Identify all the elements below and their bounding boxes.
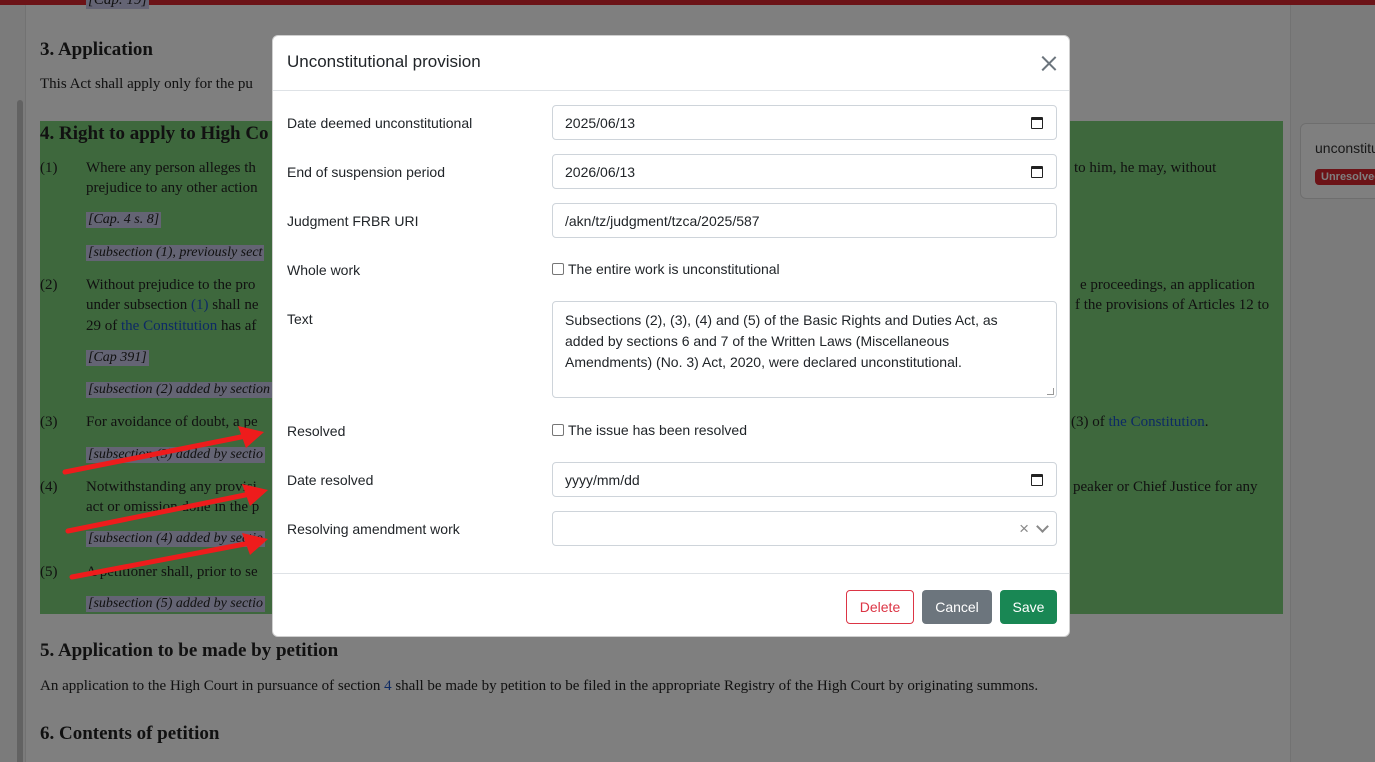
date-resolved-placeholder: yyyy/mm/dd	[565, 472, 640, 488]
clear-icon[interactable]: ×	[1019, 519, 1029, 538]
date-deemed-label: Date deemed unconstitutional	[287, 115, 473, 131]
whole-work-label: Whole work	[287, 262, 361, 278]
frbr-uri-value: /akn/tz/judgment/tzca/2025/587	[565, 213, 760, 229]
resolved-checkbox-box[interactable]	[552, 424, 564, 436]
calendar-icon[interactable]	[1031, 166, 1043, 178]
end-suspension-value: 2026/06/13	[565, 164, 636, 180]
whole-work-checkbox-label[interactable]: The entire work is unconstitutional	[568, 261, 780, 277]
resize-handle[interactable]	[1047, 388, 1054, 395]
date-deemed-value: 2025/06/13	[565, 115, 636, 131]
resolved-checkbox[interactable]	[552, 422, 747, 438]
calendar-icon[interactable]	[1031, 117, 1043, 129]
modal-footer	[273, 573, 1070, 637]
delete-button[interactable]: Delete	[846, 590, 914, 624]
save-button[interactable]: Save	[1000, 590, 1057, 624]
end-suspension-input[interactable]	[552, 154, 1057, 189]
text-line: Amendments) (No. 3) Act, 2020, were declared unconstitutional.	[565, 354, 962, 370]
date-resolved-input[interactable]	[552, 462, 1057, 497]
resolved-label: Resolved	[287, 423, 346, 439]
chevron-down-icon[interactable]	[1036, 520, 1049, 533]
date-deemed-input[interactable]	[552, 105, 1057, 140]
resolved-checkbox-label[interactable]: The issue has been resolved	[568, 422, 747, 438]
text-textarea[interactable]	[552, 301, 1057, 398]
frbr-uri-label: Judgment FRBR URI	[287, 213, 419, 229]
date-resolved-label: Date resolved	[287, 472, 374, 488]
whole-work-checkbox-box[interactable]	[552, 263, 564, 275]
text-label: Text	[287, 311, 313, 327]
close-icon[interactable]	[1036, 51, 1062, 77]
text-line: Subsections (2), (3), (4) and (5) of the Basic Rights and Duties Act, as	[565, 312, 998, 328]
whole-work-checkbox[interactable]	[552, 261, 780, 277]
frbr-uri-input[interactable]	[552, 203, 1057, 238]
modal-title: Unconstitutional provision	[287, 52, 481, 71]
cancel-button[interactable]: Cancel	[922, 590, 992, 624]
resolving-work-select[interactable]	[552, 511, 1057, 546]
text-line: added by sections 6 and 7 of the Written Laws (Miscellaneous	[565, 333, 950, 349]
calendar-icon[interactable]	[1031, 474, 1043, 486]
resolving-work-label: Resolving amendment work	[287, 521, 460, 537]
end-suspension-label: End of suspension period	[287, 164, 445, 180]
unconstitutional-provision-modal	[272, 35, 1070, 637]
modal-header	[273, 36, 1070, 91]
